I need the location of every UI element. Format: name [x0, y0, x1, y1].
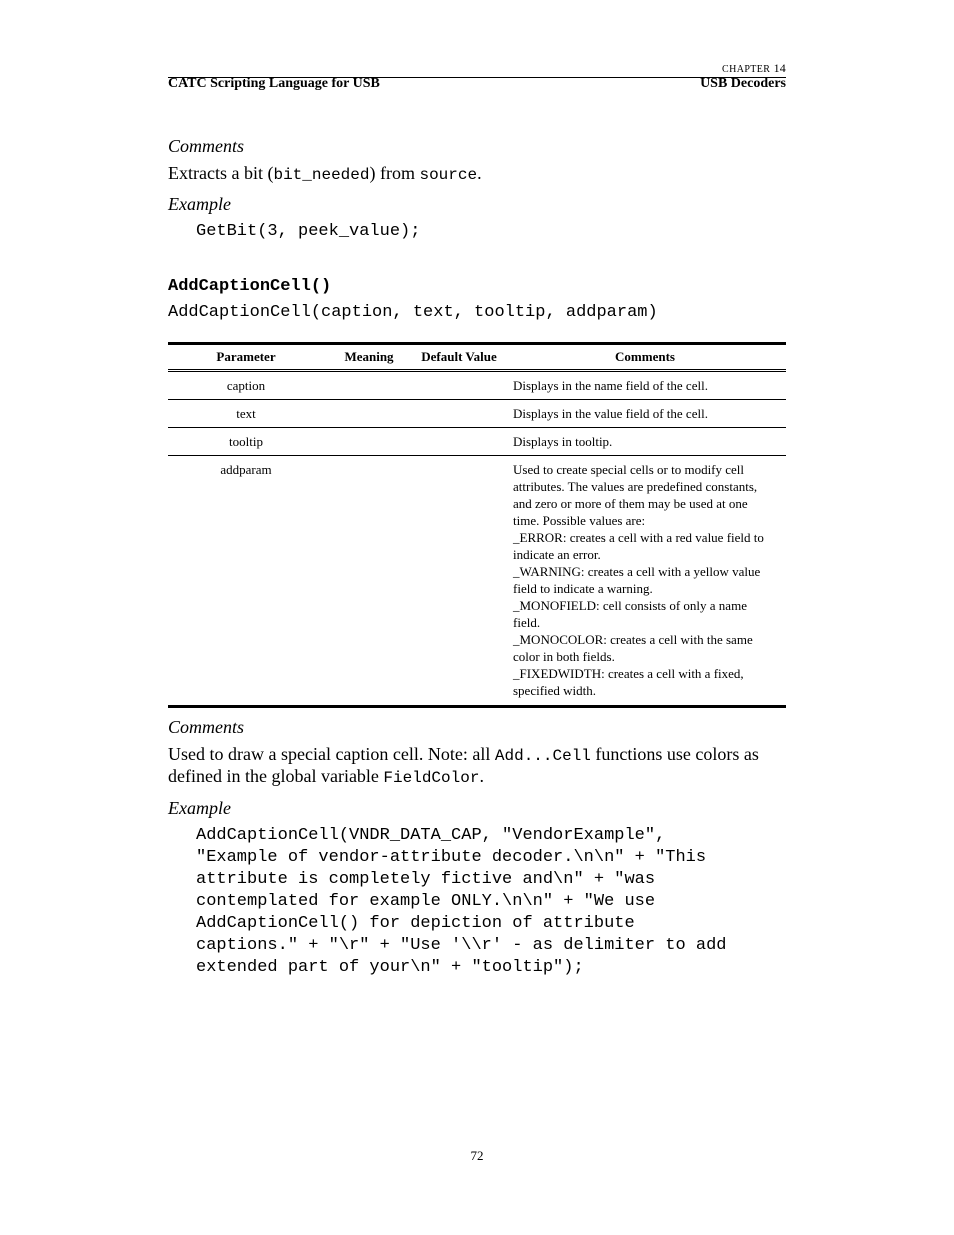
header-comments: Comments: [504, 344, 786, 371]
parameter-table: [168, 342, 786, 708]
header-right-title: USB Decoders: [700, 76, 786, 91]
comments-text-2-line1: [168, 743, 759, 767]
table-header-row: [168, 344, 786, 371]
comment-line: color in both fields.: [513, 649, 615, 664]
comment-line: Displays in tooltip.: [513, 434, 613, 449]
param-comment: [504, 428, 786, 456]
param-default: [414, 400, 504, 428]
param-meaning: [324, 428, 414, 456]
table-row: [168, 428, 786, 456]
comments-text-pre: Extracts a bit (: [168, 163, 274, 183]
comment-line: _MONOFIELD: cell consists of only a name: [513, 598, 747, 613]
param-meaning: [324, 400, 414, 428]
chapter-number: 14: [773, 61, 786, 75]
comments2-line2-pre: defined in the global variable: [168, 766, 384, 786]
comments-text-2-line2: [168, 765, 484, 789]
comment-line: _MONOCOLOR: creates a cell with the same: [513, 632, 753, 647]
code-line: attribute is completely fictive and\n" + "was: [196, 870, 656, 889]
function-title: AddCaptionCell(): [168, 277, 332, 296]
code-bit-needed: bit_needed: [273, 166, 370, 184]
comment-line: field.: [513, 615, 541, 630]
comments-text-post: .: [477, 163, 482, 183]
param-comment: [504, 371, 786, 400]
comment-line: _FIXEDWIDTH: creates a cell with a fixed,: [513, 666, 744, 681]
header-meaning: Meaning: [324, 344, 414, 371]
function-signature: AddCaptionCell(caption, text, tooltip, addparam): [168, 303, 658, 322]
comments-heading: Comments: [168, 136, 244, 156]
comment-line: specified width.: [513, 683, 597, 698]
code-add-cell: Add...Cell: [494, 747, 591, 765]
param-default: [414, 428, 504, 456]
table-row: [168, 371, 786, 400]
example-heading-2: Example: [168, 798, 231, 818]
comment-line: Displays in the name field of the cell.: [513, 378, 708, 393]
table-row: [168, 456, 786, 707]
param-default: [414, 371, 504, 400]
code-line: AddCaptionCell(VNDR_DATA_CAP, "VendorExample",: [196, 826, 666, 845]
code-line: captions." + "\r" + "Use '\\r' - as delimiter to add: [196, 936, 727, 955]
comment-line: indicate an error.: [513, 547, 601, 562]
param-comment: [504, 456, 786, 707]
comments-heading-2: Comments: [168, 717, 244, 737]
code-line: "Example of vendor-attribute decoder.\n\n" + "This: [196, 848, 707, 867]
param-meaning: [324, 371, 414, 400]
example-code: GetBit(3, peek_value);: [196, 222, 421, 241]
comment-line: and zero or more of them may be used at one: [513, 496, 748, 511]
header-default-value: Default Value: [414, 344, 504, 371]
code-field-color: FieldColor: [383, 769, 480, 787]
comment-line: attributes. The values are predefined constants,: [513, 479, 758, 494]
table-row: [168, 400, 786, 428]
code-line: AddCaptionCell() for depiction of attribute: [196, 914, 635, 933]
param-name: tooltip: [168, 428, 324, 456]
param-meaning: [324, 456, 414, 707]
comments2-line1-pre: Used to draw a special caption cell. Note: all: [168, 744, 495, 764]
header-parameter: Parameter: [168, 344, 324, 371]
comment-line: Displays in the value field of the cell.: [513, 406, 708, 421]
page-number: 72: [470, 1148, 484, 1163]
example-code-2: [196, 825, 727, 979]
comments-text-mid: ) from: [369, 163, 420, 183]
code-line: extended part of your\n" + "tooltip");: [196, 958, 584, 977]
chapter-label: [722, 61, 786, 76]
param-name: caption: [168, 371, 324, 400]
comment-line: time. Possible values are:: [513, 513, 646, 528]
chapter-word: CHAPTER: [722, 64, 771, 75]
comment-line: Used to create special cells or to modify cell: [513, 462, 745, 477]
param-name: addparam: [168, 456, 324, 707]
param-comment: [504, 400, 786, 428]
code-line: contemplated for example ONLY.\n\n" + "We use: [196, 892, 656, 911]
header-left-title: CATC Scripting Language for USB: [168, 76, 380, 91]
param-name: text: [168, 400, 324, 428]
comment-line: _WARNING: creates a cell with a yellow value: [513, 564, 761, 579]
comment-line: _ERROR: creates a cell with a red value field to: [513, 530, 764, 545]
comments2-line1-post: functions use colors as: [590, 744, 759, 764]
comments-text: [168, 162, 482, 186]
code-source: source: [419, 166, 478, 184]
example-heading: Example: [168, 194, 231, 214]
param-default: [414, 456, 504, 707]
comment-line: field to indicate a warning.: [513, 581, 653, 596]
comments2-line2-post: .: [479, 766, 484, 786]
